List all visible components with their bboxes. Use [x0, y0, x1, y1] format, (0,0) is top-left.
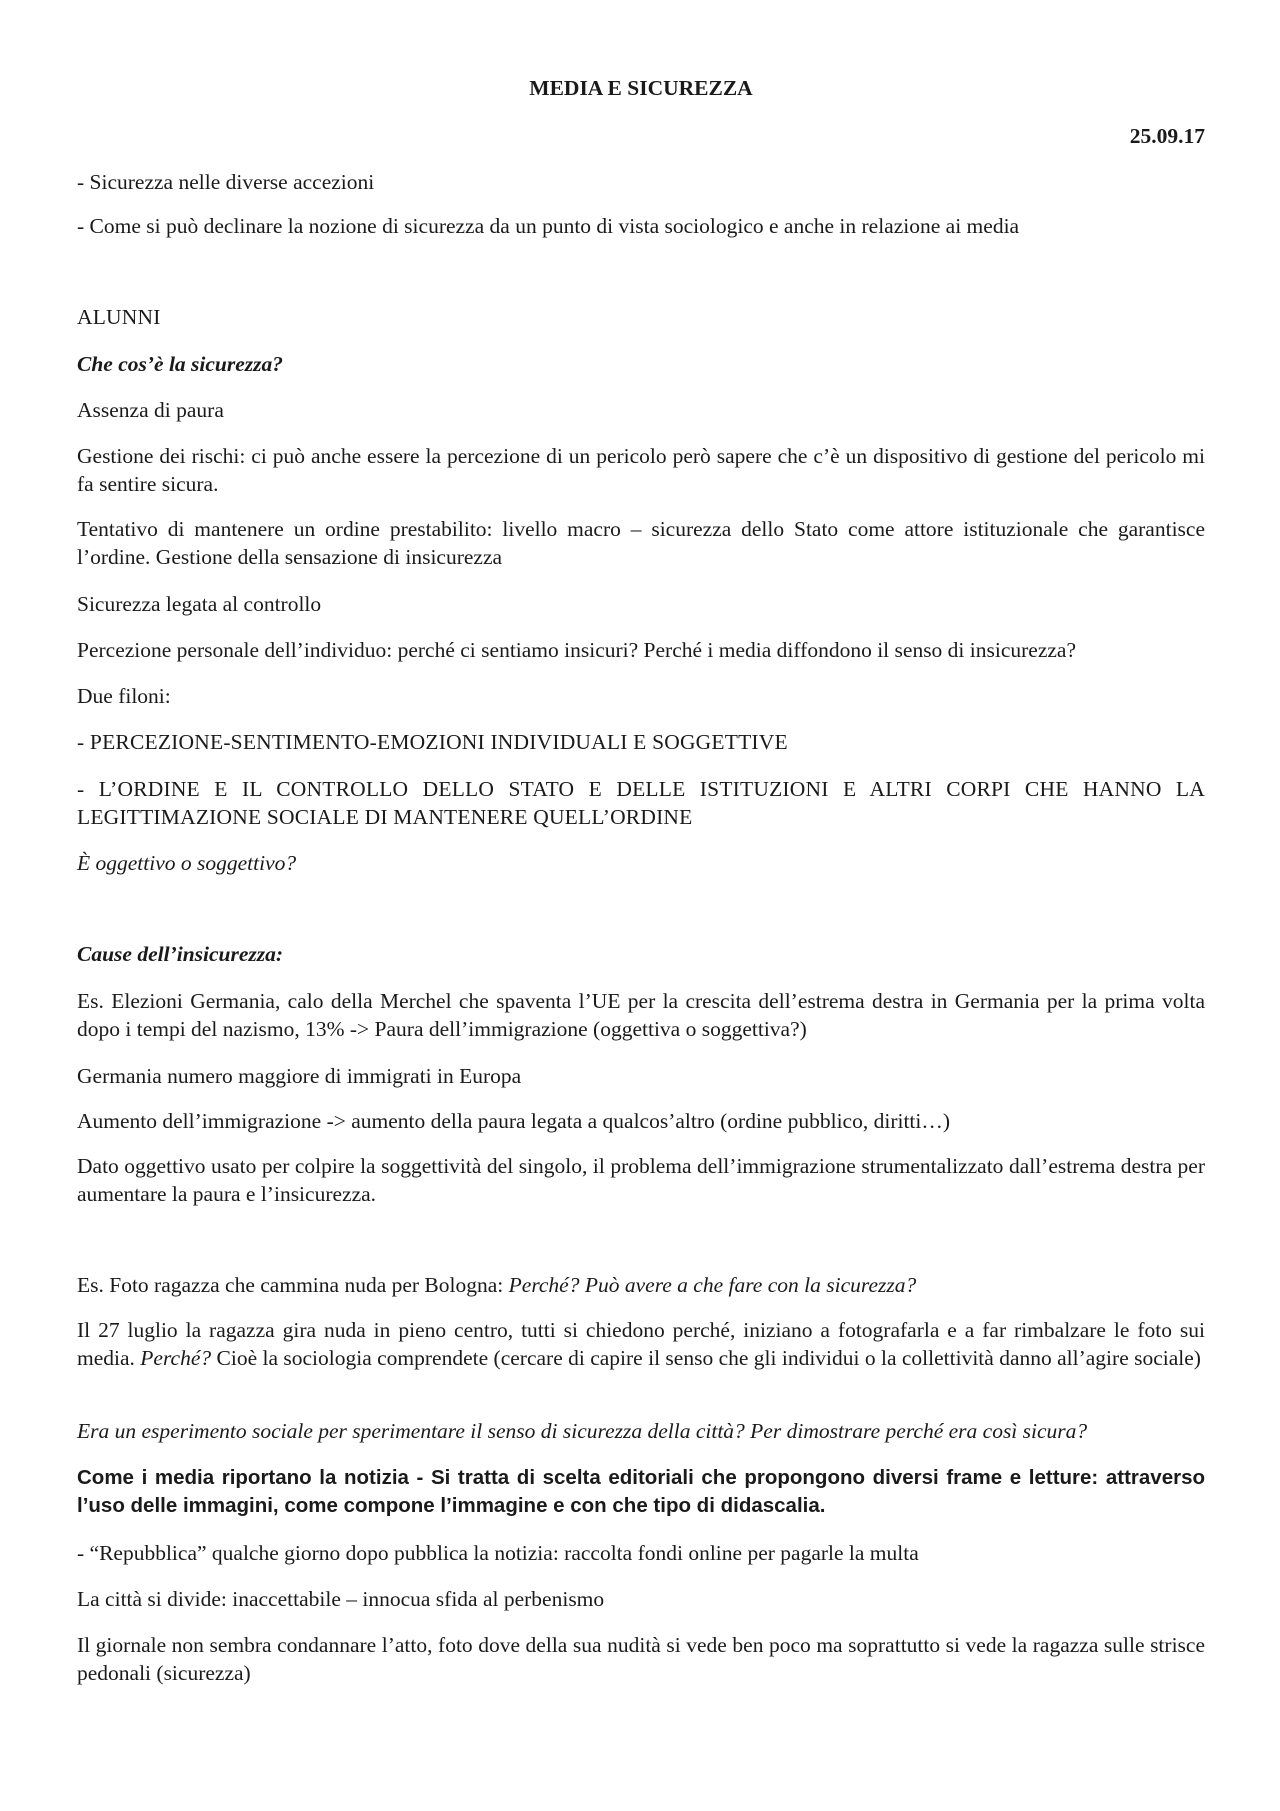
answer-ordine-prestabilito: Tentativo di mantenere un ordine prestabilito: livello macro – sicurezza dello Stato come attore istituzionale che garantisce l’ordine. Gestione della sensazione di insicurezza [77, 517, 1205, 569]
cause-germania: Es. Elezioni Germania, calo della Merchel che spaventa l’UE per la crescita dell’estrema destra in Germania per la prima volta dopo i tempi del nazismo, 13% -> Paura dell’immigrazione (oggettiva o soggettiva?) [77, 989, 1205, 1041]
foto-lead-question: Perché? Può avere a che fare con la sicurezza? [508, 1273, 917, 1297]
cause-dato-oggettivo: Dato oggettivo usato per colpire la soggettività del singolo, il problema dell’immigrazione strumentalizzato dall’estrema destra per aumentare la paura e l’insicurezza. [77, 1154, 1205, 1206]
intro-line-2: - Come si può declinare la nozione di sicurezza da un punto di vista sociologico e anche in relazione ai media [77, 214, 1020, 238]
question-heading: Che cos’è la sicurezza? [77, 352, 284, 376]
intro-line-1: - Sicurezza nelle diverse accezioni [77, 170, 375, 194]
question-oggettivo: È oggettivo o soggettivo? [77, 851, 297, 875]
foto-paragraph-4: - “Repubblica” qualche giorno dopo pubblica la notizia: raccolta fondi online per pagarle la multa [77, 1541, 919, 1565]
foto-paragraph-3: Come i media riportano la notizia - Si tratta di scelta editoriali che propongono diversi frame e letture: attraverso l’uso delle immagini, come compone l’immagine e con che tipo di didascalia. [77, 1466, 1205, 1517]
section-label-alunni: ALUNNI [77, 305, 161, 329]
page-title: MEDIA E SICUREZZA [529, 76, 753, 100]
filone-1: - PERCEZIONE-SENTIMENTO-EMOZIONI INDIVIDUALI E SOGGETTIVE [77, 730, 788, 754]
answer-due-filoni: Due filoni: [77, 684, 171, 708]
foto-lead-text: Es. Foto ragazza che cammina nuda per Bologna: [77, 1273, 509, 1297]
foto-paragraph-1 [77, 1316, 1205, 1372]
foto-paragraph-5: La città si divide: inaccettabile – innocua sfida al perbenismo [77, 1587, 605, 1611]
filone-2: - L’ORDINE E IL CONTROLLO DELLO STATO E DELLE ISTITUZIONI E ALTRI CORPI CHE HANNO LA LEGITTIMAZIONE SOCIALE DI MANTENERE QUELL’ORDINE [77, 777, 1205, 829]
foto-p1-text-b: Cioè la sociologia comprendete (cercare di capire il senso che gli individui o la collettività danno all’agire sociale) [211, 1346, 1201, 1370]
answer-assenza-paura: Assenza di paura [77, 398, 224, 422]
foto-p1-text-a: Il 27 luglio la ragazza gira nuda in pieno centro, tutti si chiedono perché, iniziano a fotografarla e a far rimbalzare le foto sui media. [77, 1318, 1205, 1370]
answer-gestione-rischi: Gestione dei rischi: ci può anche essere la percezione di un pericolo però sapere che c’è un dispositivo di gestione del pericolo mi fa sentire sicura. [77, 444, 1205, 496]
document-date: 25.09.17 [1129, 124, 1205, 148]
cause-aumento: Aumento dell’immigrazione -> aumento della paura legata a qualcos’altro (ordine pubblico, diritti…) [77, 1109, 951, 1133]
foto-paragraph-2: Era un esperimento sociale per sperimentare il senso di sicurezza della città? Per dimostrare perché era così sicura? [77, 1419, 1088, 1443]
foto-lead [77, 1271, 1205, 1299]
cause-heading: Cause dell’insicurezza: [77, 942, 284, 966]
answer-controllo: Sicurezza legata al controllo [77, 592, 322, 616]
foto-paragraph-6: Il giornale non sembra condannare l’atto, foto dove della sua nudità si vede ben poco ma soprattutto si vede la ragazza sulle strisce pedonali (sicurezza) [77, 1633, 1205, 1685]
foto-p1-question: Perché? [140, 1346, 212, 1370]
cause-immigrati: Germania numero maggiore di immigrati in Europa [77, 1064, 522, 1088]
answer-percezione: Percezione personale dell’individuo: perché ci sentiamo insicuri? Perché i media diffondono il senso di insicurezza? [77, 638, 1077, 662]
